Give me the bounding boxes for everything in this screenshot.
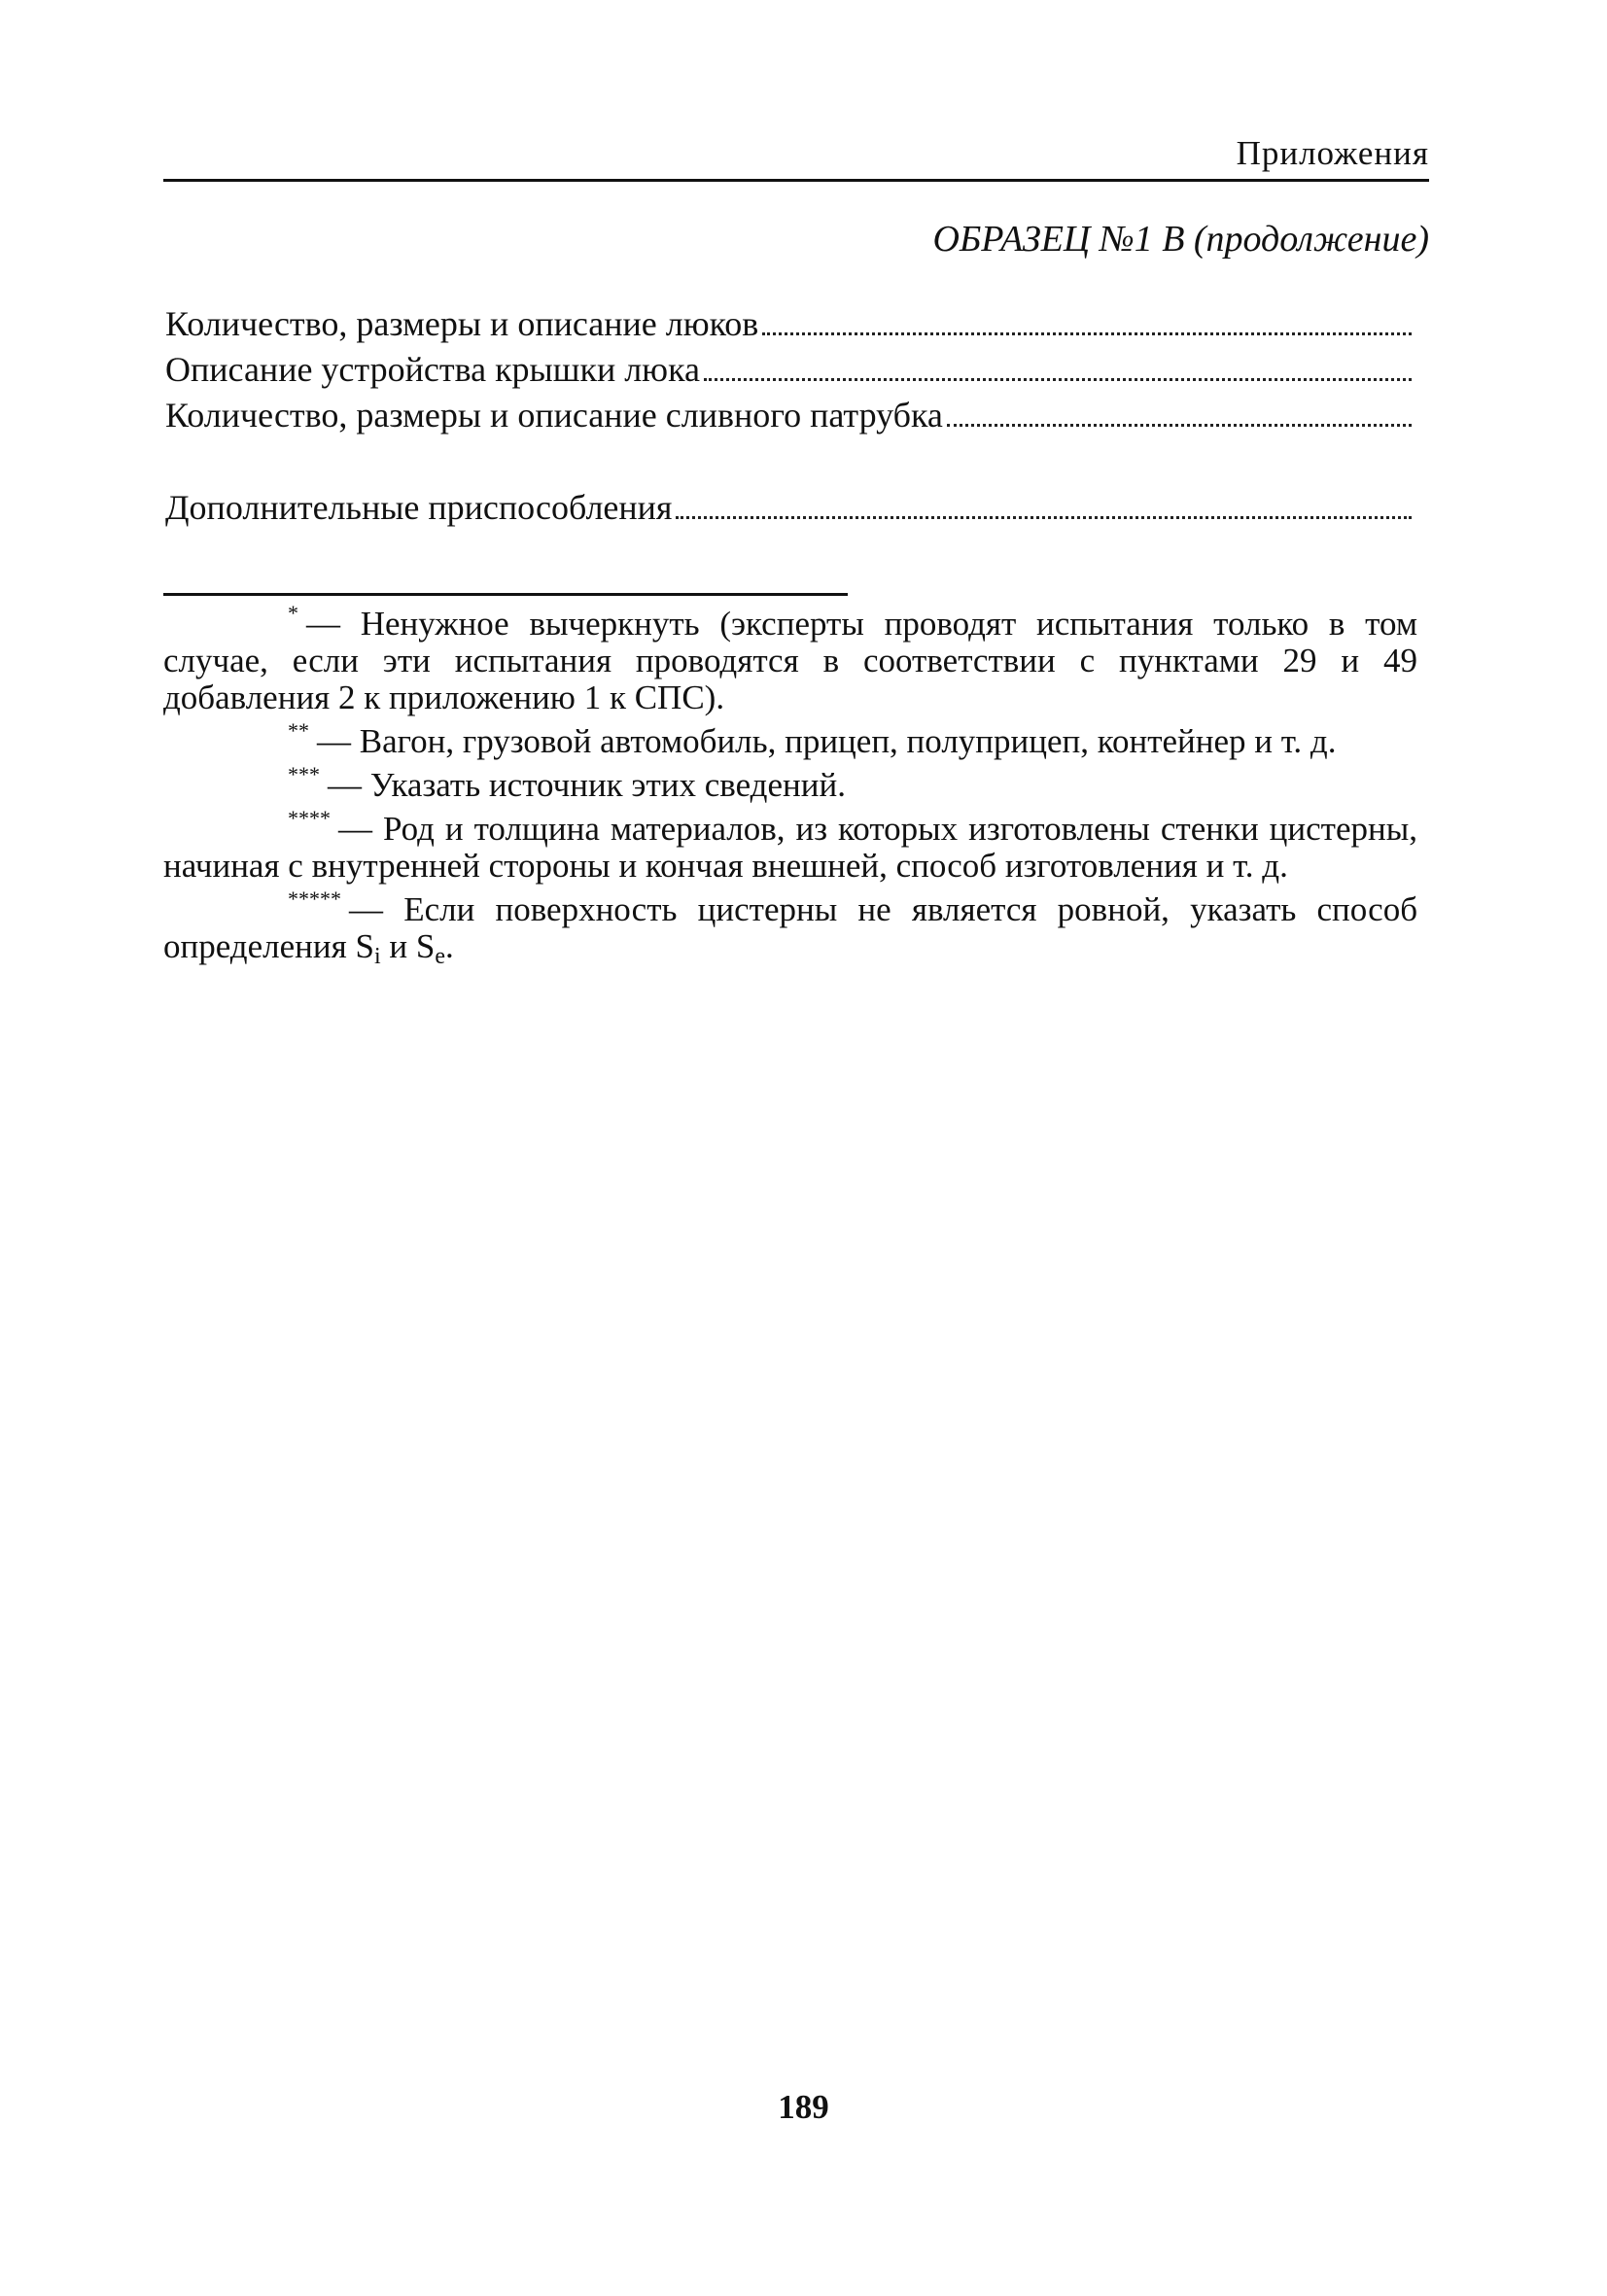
footnote-text: — Указать источник этих сведений. [328, 766, 846, 804]
footnotes [163, 603, 1417, 979]
symbol-letter: S [355, 927, 374, 965]
sample-title: ОБРАЗЕЦ №1 В (продолжение) [932, 219, 1429, 260]
footnote-text: — Вагон, грузовой автомобиль, прицеп, полуприцеп, контейнер и т. д. [317, 722, 1337, 760]
form-label: Дополнительные приспособления [165, 488, 673, 527]
form-label: Описание устройства крышки люка [165, 350, 701, 389]
footnote-mark: ** [288, 718, 309, 743]
footnote-text: — Ненужное вычеркнуть (эксперты проводят испытания только в том случае, если эти испытания проводятся в соответствии с пунктами 29 и 49 добавления 2 к приложению 1 к СПС). [163, 605, 1417, 716]
subscript-e: e [435, 944, 445, 969]
dot-leader [762, 331, 1412, 335]
symbol-s-outer [415, 927, 445, 969]
running-head-title: Приложения [1236, 134, 1429, 172]
form-line-drain-pipe [165, 393, 1412, 438]
footnote-mark: * [288, 601, 298, 625]
footnote-4 [163, 808, 1417, 885]
footnote-mark: *** [288, 762, 320, 786]
form-line-hatch-cover [165, 347, 1412, 393]
footnote-mark: ***** [288, 887, 341, 911]
dot-leader [676, 515, 1412, 519]
footnote-text: — Если поверхность цистерны не является ровной, указать способ определения [163, 890, 1417, 965]
footnote-separator [163, 593, 848, 596]
form-label: Количество, размеры и описание люков [165, 304, 759, 343]
form-line-hatches [165, 301, 1412, 347]
footnote-1 [163, 603, 1417, 716]
footnote-text: — Род и толщина материалов, из которых изготовлены стенки цистерны, начиная с внутренней стороны и кончая внешней, способ изготовления и т. д. [163, 810, 1417, 885]
subscript-i: i [373, 944, 381, 969]
footnote-2 [163, 720, 1417, 760]
footnote-3 [163, 764, 1417, 804]
dot-leader [947, 423, 1412, 427]
page-number: 189 [778, 2088, 829, 2126]
form-fields [165, 301, 1412, 531]
form-line-additional-devices [165, 485, 1412, 531]
dot-leader [704, 377, 1412, 381]
symbol-letter: S [415, 927, 436, 965]
symbol-s-inner [355, 927, 381, 969]
running-head [163, 124, 1429, 182]
sentence-end: . [444, 927, 454, 965]
conjunction: и [380, 927, 416, 965]
form-label: Количество, размеры и описание сливного патрубка [165, 396, 943, 435]
footnote-5 [163, 888, 1417, 975]
footnote-mark: **** [288, 806, 331, 830]
